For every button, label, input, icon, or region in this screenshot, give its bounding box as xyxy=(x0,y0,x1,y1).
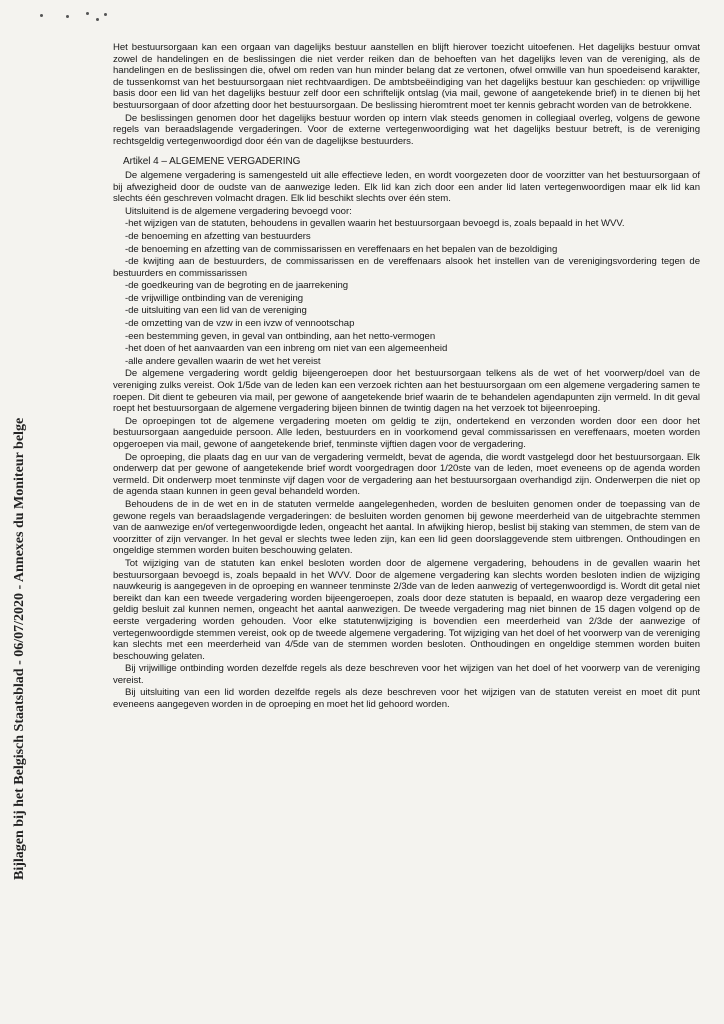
paragraph-invitations: De oproepingen tot de algemene vergadering moeten om geldig te zijn, ondertekend en verzonden worden door een door het bestuursorgaan aangeduide persoon. Alle leden, bestuurders en in voorkomend geval commissarissen en vereffenaars, moeten worden opgeroepen via mail, gewone of aangetekende brief, tenminste vijftien dagen voor de vergadering. xyxy=(113,415,700,450)
list-item: -alle andere gevallen waarin de wet het vereist xyxy=(125,355,321,367)
list-item: -de uitsluiting van een lid van de vereniging xyxy=(125,305,307,317)
publication-side-label: Bijlagen bij het Belgisch Staatsblad - 06/07/2020 - Annexes du Moniteur belge xyxy=(12,417,27,880)
list-item: -de benoeming en afzetting van de commissarissen en vereffenaars en het bepalen van de bezoldiging xyxy=(125,243,558,255)
list-item: -de goedkeuring van de begroting en de jaarrekening xyxy=(125,280,349,292)
list-item: -de benoeming en afzetting van bestuurders xyxy=(125,230,311,242)
list-item: -de vrijwillige ontbinding van de vereniging xyxy=(125,292,304,304)
powers-list xyxy=(113,218,700,367)
paragraph-daily-management: Het bestuursorgaan kan een orgaan van dagelijks bestuur aanstellen en blijft hierover toezicht uitoefenen. Het dagelijks bestuur omvat zowel de handelingen en de beslissingen die niet verder reiken dan de behoeften van het dagelijks leven van de vereniging, als de handelingen en de beslissingen die, ofwel om reden van hun minder belang dat ze vertonen, ofwel omwille van hun spoedeisend karakter, de tussenkomst van het bestuursorgaan niet rechtvaardigen. De ambtsbeëindiging van het dagelijks bestuur kan geschieden: op vrijwillige basis door een lid van het dagelijks bestuur zelf door een schriftelijk ontslag (via mail, gewone of aangetekende brief) in te dienen bij het bestuursorgaan of door afzetting door het bestuursorgaan. De beslissing hieromtrent moet ter kennis gebracht worden van de betrokkene. xyxy=(113,42,700,111)
scan-specks xyxy=(40,10,120,22)
document-page xyxy=(113,42,700,712)
paragraph-general-assembly-composition: De algemene vergadering is samengesteld uit alle effectieve leden, en wordt voorgezeten door de voorzitter van het bestuursorgaan of bij afwezigheid door de oudste van de aanwezige leden. Elk lid kan zich door een ander lid laten vertegenwoordigen maar elk lid kan slechts één geschreven volmacht dragen. Elk lid beschikt slechts over één stem. xyxy=(113,169,700,205)
paragraph-convocation: De algemene vergadering wordt geldig bijeengeroepen door het bestuursorgaan telkens als de wet of het voorwerp/doel van de vereniging zulks vereist. Ook 1/5de van de leden kan een verzoek richten aan het bestuursorgaan om een algemene vergadering samen te roepen. Dit dient te gebeuren via mail, per gewone of aangetekende brief waarin de te behandelen agendapunten zijn vermeld. In dit geval roept het bestuursorgaan de algemene vergadering bijeen binnen de twintig dagen na het verzoek tot bijeenroeping. xyxy=(113,368,700,415)
list-item: -een bestemming geven, in geval van ontbinding, aan het netto-vermogen xyxy=(125,330,436,342)
list-item: -de kwijting aan de bestuurders, de commissarissen en de vereffenaars alsook het instellen van de verenigingsvordering tegen de bestuurders en commissarissen xyxy=(113,256,700,279)
paragraph-agenda: De oproeping, die plaats dag en uur van de vergadering vermeldt, bevat de agenda, die wordt vastgelegd door het bestuursorgaan. Elk onderwerp dat per gewone of aangetekende brief wordt voorgedragen door 1/20ste van de leden, moet eveneens op de agenda worden vermeld. Dit onderwerp moet tenminste vijf dagen voor de vergadering aan het bestuursorgaan overhandigd zijn. Onderwerpen die niet op de agenda staan kunnen in geen geval behandeld worden. xyxy=(113,451,700,498)
paragraph-voluntary-dissolution: Bij vrijwillige ontbinding worden dezelfde regels als deze beschreven voor het wijzigen van het doel of het voorwerp van de vereniging vereist. xyxy=(113,663,700,686)
paragraph-statute-amendment: Tot wijziging van de statuten kan enkel besloten worden door de algemene vergadering, behoudens in de gevallen waarin het bestuursorgaan bevoegd is, zoals bepaald in het WVV. Door de algemene vergadering kan slechts worden besloten indien de wijziging nauwkeurig is aangegeven in de oproeping en wanneer tenminste 2/3de van de leden aanwezig of vertegenwoordigd is. Wordt dit getal niet bereikt dan kan een tweede vergadering worden bijeengeroepen, zoals door deze statuten is bepaald, en waarop deze vergadering een geldig besluit zal kunnen nemen, ongeacht het aantal aanwezigen. De tweede vergadering mag niet binnen de 15 dagen volgend op de eerste vergadering worden gehouden. Voor elke statutenwijziging is bovendien een meerderheid van 2/3de der aanwezige of vertegenwoordigde stemmen vereist, ook op de tweede algemene vergadering. Tot wijziging van het doel of het voorwerp van de vereniging kan slechts met een meerderheid van 4/5de van de stemmen worden besloten. Onthoudingen en ongeldige stemmen worden buiten beschouwing gelaten. xyxy=(113,557,700,662)
list-item: -de omzetting van de vzw in een ivzw of vennootschap xyxy=(125,318,355,330)
paragraph-member-exclusion: Bij uitsluiting van een lid worden dezelfde regels als deze beschreven voor het wijzigen van de statuten vereist en moet dit punt eveneens aangegeven worden in de oproeping en moet het lid gehoord worden. xyxy=(113,687,700,711)
paragraph-daily-decisions: De beslissingen genomen door het dagelijks bestuur worden op intern vlak steeds genomen in collegiaal overleg, volgens de gewone regels van beraadslagende vergaderingen. Voor de externe vertegenwoordiging wat het dagelijks bestuur betreft, is de vereniging rechtsgeldig vertegenwoordigd door één van de dagelijkse bestuurders. xyxy=(113,112,700,147)
paragraph-exclusive-powers-intro: Uitsluitend is de algemene vergadering bevoegd voor: xyxy=(125,205,352,217)
paragraph-decisions: Behoudens de in de wet en in de statuten vermelde aangelegenheden, worden de besluiten genomen onder de toepassing van de gewone regels van beraadslagende vergaderingen: de besluiten worden genomen bij gewone meerderheid van de uitgebrachte stemmen van de aanwezige en/of vertegenwoordigde leden, ongeacht het aantal. In afwijking hierop, beslist bij staking van stemmen, de stem van de voorzitter of zijn vervanger. In het geval er slechts twee leden zijn, kan een lid geen doorslaggevende stem uitbrengen. Onthoudingen en ongeldige stemmen worden buiten beschouwing gelaten. xyxy=(113,498,700,557)
article-heading: Artikel 4 – ALGEMENE VERGADERING xyxy=(123,156,301,168)
list-item: -het doen of het aanvaarden van een inbreng om niet van een algemeenheid xyxy=(125,343,448,355)
list-item: -het wijzigen van de statuten, behoudens in gevallen waarin het bestuursorgaan bevoegd is, zoals bepaald in het WVV. xyxy=(125,218,625,230)
